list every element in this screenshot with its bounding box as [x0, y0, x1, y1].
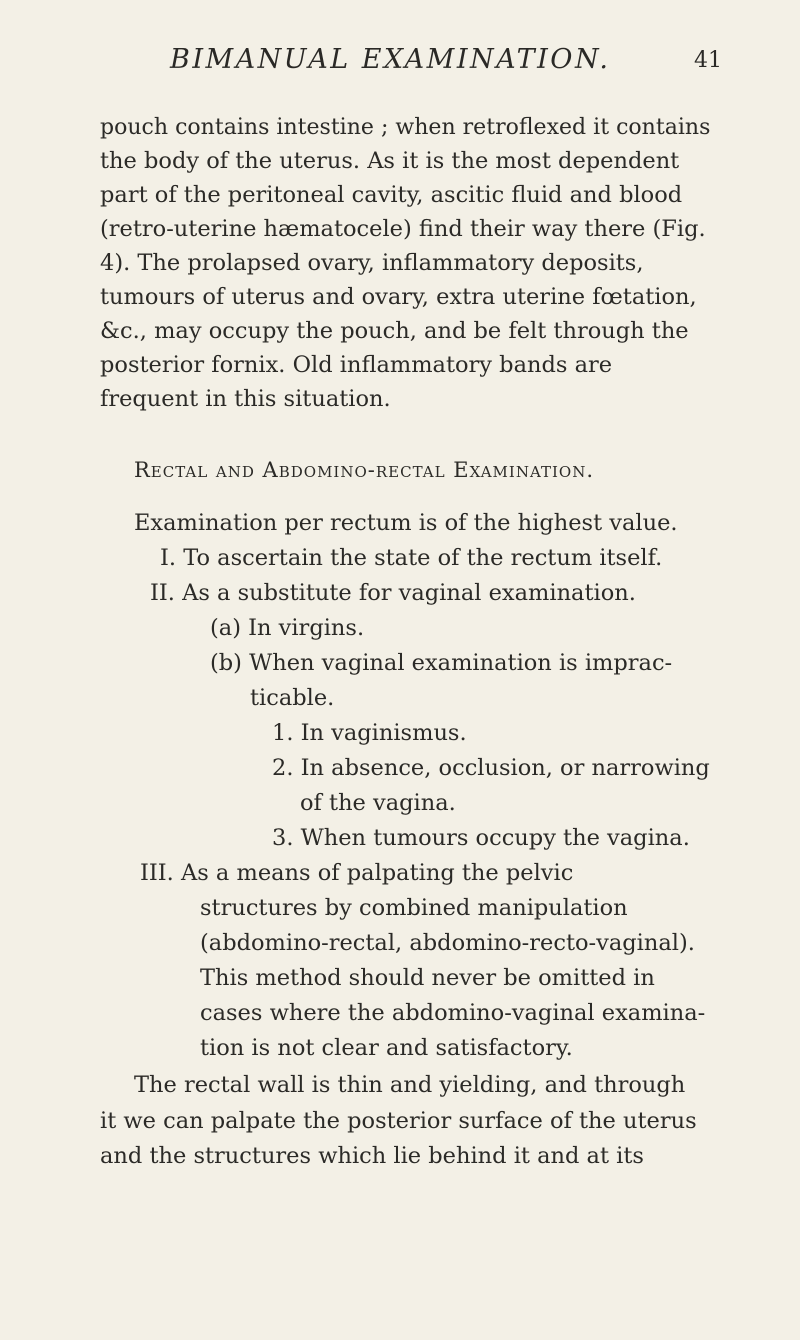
sub-item-2-line-2: of the vagina. [300, 790, 456, 816]
paragraph-2-line-3: and the structures which lie behind it and at its [100, 1143, 644, 1169]
list-item-3-line-6: tion is not clear and satisfactory. [200, 1035, 573, 1061]
list-item-3-line-5: cases where the abdomino-vaginal examina- [200, 1000, 706, 1026]
list-item-2a: (a) In virgins. [210, 615, 365, 641]
running-title: BIMANUAL EXAMINATION. [170, 44, 611, 75]
paragraph-1-line-4: (retro-uterine hæmatocele) find their way there (Fig. [100, 216, 706, 242]
paragraph-1-line-6: tumours of uterus and ovary, extra uterine fœtation, [100, 284, 697, 310]
list-item-2: II. As a substitute for vaginal examination. [150, 580, 636, 606]
list-item-3-line-1: III. As a means of palpating the pelvic [140, 860, 574, 886]
sub-item-2-line-1: 2. In absence, occlusion, or narrowing [272, 755, 710, 781]
section-heading: Rectal and Abdomino-rectal Examination. [134, 458, 594, 482]
paragraph-1-line-7: &c., may occupy the pouch, and be felt through the [100, 318, 689, 344]
sub-item-1: 1. In vaginismus. [272, 720, 467, 746]
list-item-2b-line-1: (b) When vaginal examination is imprac- [210, 650, 673, 676]
list-item-2b-line-2: ticable. [250, 685, 335, 711]
paragraph-2-line-1: The rectal wall is thin and yielding, and through [134, 1072, 686, 1098]
sub-item-3: 3. When tumours occupy the vagina. [272, 825, 690, 851]
paragraph-1-line-5: 4). The prolapsed ovary, inflammatory deposits, [100, 250, 644, 276]
paragraph-1-line-1: pouch contains intestine ; when retroflexed it contains [100, 114, 711, 140]
paragraph-1-line-3: part of the peritoneal cavity, ascitic fluid and blood [100, 182, 683, 208]
page-number: 41 [694, 48, 722, 73]
list-item-3-line-3: (abdomino-rectal, abdomino-recto-vaginal). [200, 930, 695, 956]
paragraph-2-line-2: it we can palpate the posterior surface of the uterus [100, 1108, 697, 1134]
list-item-3-line-2: structures by combined manipulation [200, 895, 628, 921]
list-item-3-line-4: This method should never be omitted in [200, 965, 655, 991]
paragraph-1-line-9: frequent in this situation. [100, 386, 391, 412]
page-header [0, 44, 800, 88]
paragraph-1-line-2: the body of the uterus. As it is the most dependent [100, 148, 680, 174]
list-item-1: I. To ascertain the state of the rectum itself. [160, 545, 663, 571]
intro-line: Examination per rectum is of the highest value. [134, 510, 678, 536]
paragraph-1-line-8: posterior fornix. Old inflammatory bands are [100, 352, 613, 378]
